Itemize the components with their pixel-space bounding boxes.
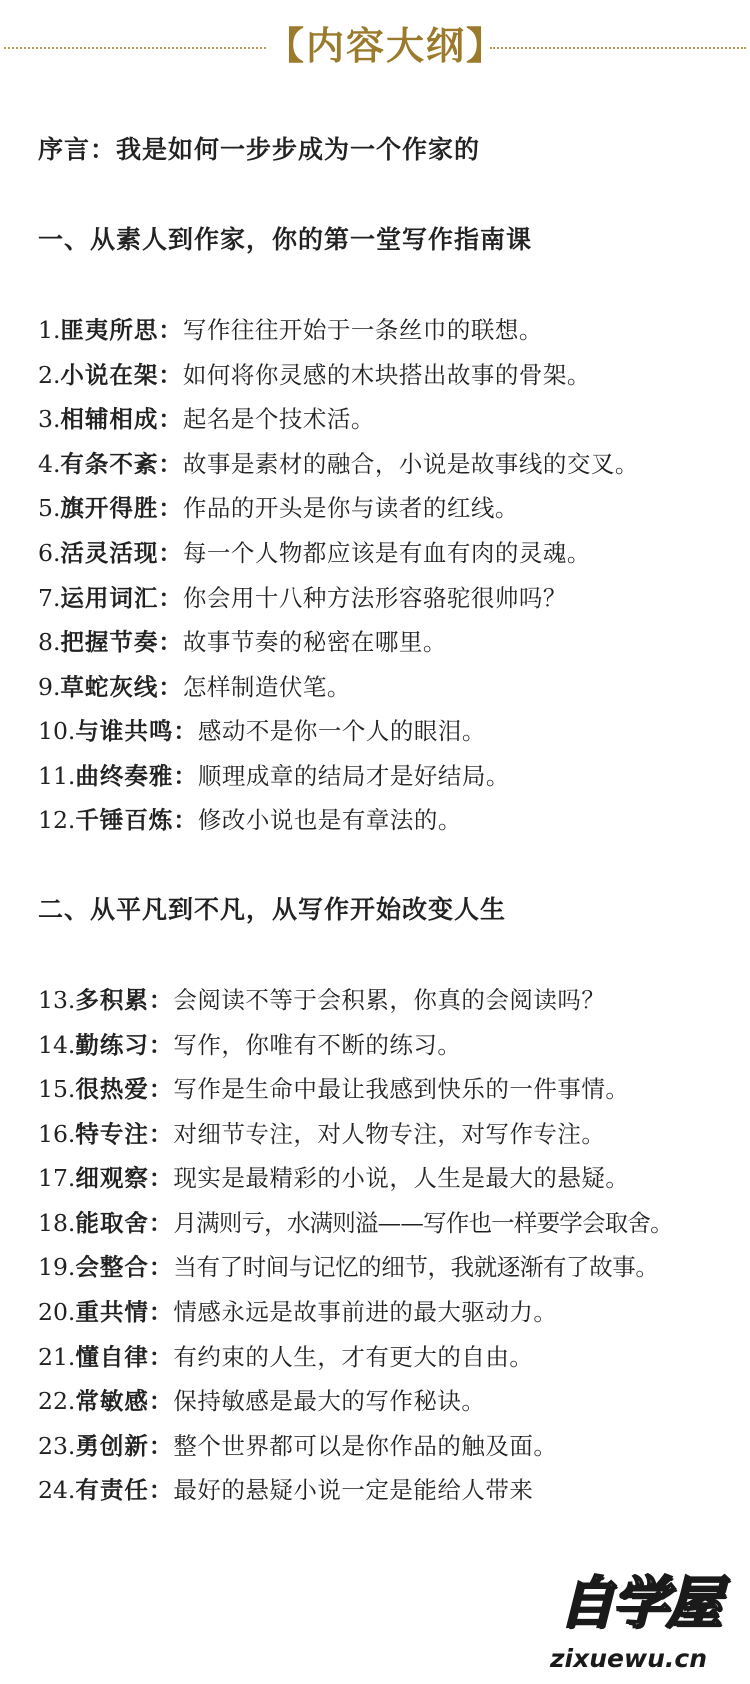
item-keyword: 会整合： [75, 1253, 174, 1281]
item-number: 1. [38, 316, 61, 344]
item-keyword: 有条不紊： [60, 450, 183, 478]
preface-heading: 序言：我是如何一步步成为一个作家的 [38, 135, 481, 164]
outline-item [38, 1428, 557, 1464]
item-keyword: 细观察： [75, 1164, 174, 1192]
item-description: 修改小说也是有章法的。 [197, 806, 462, 834]
item-keyword: 把握节奏： [60, 628, 183, 656]
outline-item [38, 1071, 629, 1107]
section-2-heading: 二、从平凡到不凡，从写作开始改变人生 [38, 895, 507, 924]
item-description: 整个世界都可以是你作品的触及面。 [173, 1432, 558, 1460]
item-description: 写作往往开始于一条丝巾的联想。 [182, 316, 543, 344]
outline-item [38, 1027, 461, 1063]
outline-item [38, 535, 591, 571]
outline-item [38, 1160, 629, 1196]
outline-item [38, 982, 605, 1018]
item-description: 最好的悬疑小说一定是能给人带来 [173, 1476, 534, 1504]
item-keyword: 特专注： [75, 1120, 174, 1148]
outline-item [38, 1249, 658, 1285]
item-number: 10. [38, 717, 76, 745]
outline-item [38, 1383, 485, 1419]
item-description: 你会用十八种方法形容骆驼很帅吗？ [182, 584, 567, 612]
item-keyword: 勤练习： [75, 1031, 174, 1059]
outline-item [38, 758, 510, 794]
outline-item [38, 1205, 673, 1241]
item-keyword: 曲终奏雅： [75, 762, 198, 790]
item-number: 5. [38, 494, 61, 522]
item-number: 4. [38, 450, 61, 478]
item-keyword: 活灵活现： [60, 539, 183, 567]
item-keyword: 旗开得胜： [60, 494, 183, 522]
item-description: 起名是个技术活。 [182, 405, 375, 433]
item-number: 7. [38, 584, 61, 612]
outline-item [38, 1339, 533, 1375]
outline-item [38, 446, 639, 482]
item-number: 9. [38, 673, 61, 701]
item-description: 对细节专注，对人物专注，对写作专注。 [173, 1120, 606, 1148]
item-keyword: 运用词汇： [60, 584, 183, 612]
item-number: 11. [38, 762, 76, 790]
item-keyword: 小说在架： [60, 361, 183, 389]
item-description: 现实是最精彩的小说，人生是最大的悬疑。 [173, 1164, 630, 1192]
item-number: 22. [38, 1387, 76, 1415]
item-number: 6. [38, 539, 61, 567]
item-keyword: 相辅相成： [60, 405, 183, 433]
item-number: 24. [38, 1476, 76, 1504]
item-description: 写作是生命中最让我感到快乐的一件事情。 [173, 1075, 630, 1103]
item-description: 故事是素材的融合，小说是故事线的交叉。 [182, 450, 639, 478]
item-description: 会阅读不等于会积累，你真的会阅读吗？ [173, 986, 606, 1014]
outline-item [38, 401, 375, 437]
item-keyword: 很热爱： [75, 1075, 174, 1103]
outline-item [38, 357, 591, 393]
item-description: 当有了时间与记忆的细节，我就逐渐有了故事。 [173, 1253, 659, 1281]
item-keyword: 能取舍： [75, 1209, 174, 1237]
item-number: 12. [38, 806, 76, 834]
item-keyword: 草蛇灰线： [60, 673, 183, 701]
item-description: 如何将你灵感的木块搭出故事的骨架。 [182, 361, 591, 389]
outline-item [38, 802, 462, 838]
item-description: 顺理成章的结局才是好结局。 [197, 762, 510, 790]
outline-item [38, 1294, 557, 1330]
outline-item [38, 490, 519, 526]
item-keyword: 与谁共鸣： [75, 717, 198, 745]
item-number: 19. [38, 1253, 76, 1281]
item-description: 保持敏感是最大的写作秘诀。 [173, 1387, 486, 1415]
item-keyword: 匪夷所思： [60, 316, 183, 344]
section-1-heading: 一、从素人到作家，你的第一堂写作指南课 [38, 225, 533, 254]
site-watermark [540, 1570, 745, 1680]
item-number: 17. [38, 1164, 76, 1192]
item-keyword: 勇创新： [75, 1432, 174, 1460]
item-number: 13. [38, 986, 76, 1014]
outline-header [0, 0, 750, 95]
item-number: 3. [38, 405, 61, 433]
item-number: 21. [38, 1343, 76, 1371]
outline-item [38, 624, 447, 660]
outline-item [38, 669, 351, 705]
item-description: 故事节奏的秘密在哪里。 [182, 628, 447, 656]
header-divider-right [490, 47, 746, 49]
item-number: 14. [38, 1031, 76, 1059]
item-keyword: 有责任： [75, 1476, 174, 1504]
item-number: 18. [38, 1209, 76, 1237]
item-description: 怎样制造伏笔。 [182, 673, 351, 701]
outline-item [38, 312, 543, 348]
item-keyword: 常敏感： [75, 1387, 174, 1415]
outline-item [38, 1472, 533, 1508]
outline-item [38, 713, 486, 749]
watermark-url: zixuewu.cn [550, 1644, 708, 1673]
item-number: 15. [38, 1075, 76, 1103]
item-description: 有约束的人生，才有更大的自由。 [173, 1343, 534, 1371]
outline-title: 【内容大纲】 [266, 24, 507, 68]
item-number: 16. [38, 1120, 76, 1148]
item-number: 20. [38, 1298, 76, 1326]
watermark-logo: 自学屋 [558, 1571, 720, 1636]
item-description: 感动不是你一个人的眼泪。 [197, 717, 486, 745]
item-description: 情感永远是故事前进的最大驱动力。 [173, 1298, 558, 1326]
item-keyword: 重共情： [75, 1298, 174, 1326]
item-keyword: 千锤百炼： [75, 806, 198, 834]
item-number: 2. [38, 361, 61, 389]
item-keyword: 多积累： [75, 986, 174, 1014]
outline-item [38, 580, 567, 616]
item-keyword: 懂自律： [75, 1343, 174, 1371]
item-description: 写作，你唯有不断的练习。 [173, 1031, 462, 1059]
item-description: 每一个人物都应该是有血有肉的灵魂。 [182, 539, 591, 567]
item-description: 月满则亏，水满则溢——写作也一样要学会取舍。 [173, 1209, 673, 1237]
item-number: 23. [38, 1432, 76, 1460]
outline-item [38, 1116, 605, 1152]
header-divider-left [4, 47, 266, 49]
item-description: 作品的开头是你与读者的红线。 [182, 494, 519, 522]
item-number: 8. [38, 628, 61, 656]
